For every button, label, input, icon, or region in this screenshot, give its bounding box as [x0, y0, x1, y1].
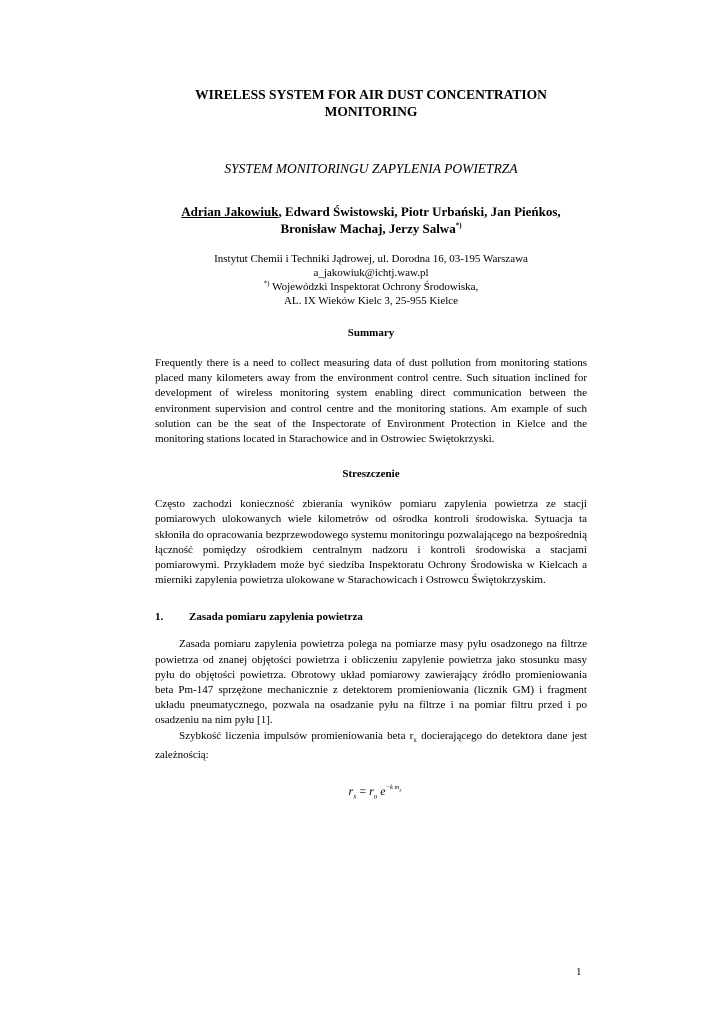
- count-rate-formula: [163, 783, 587, 804]
- section-1-heading: [155, 610, 587, 624]
- authors-line-1: , Edward Świstowski, Piotr Urbański, Jan Pieńkos,: [278, 204, 561, 219]
- formula-exp-text: −k m: [385, 784, 400, 792]
- paper-page: [155, 86, 587, 805]
- para-2-text-b: docierającego do detektora dane jest zależnością:: [155, 729, 587, 762]
- section-1-number: 1.: [155, 611, 164, 624]
- formula-lhs: r: [348, 784, 354, 799]
- formula-exponent: [385, 784, 402, 794]
- para-2-subscript: x: [413, 735, 417, 744]
- affiliations: [155, 252, 587, 308]
- author-footnote-mark: *): [455, 221, 462, 230]
- paper-subtitle: SYSTEM MONITORINGU ZAPYLENIA POWIETRZA: [224, 161, 518, 176]
- summary-heading: Summary: [347, 327, 395, 339]
- title-line-1: WIRELESS SYSTEM FOR AIR DUST CONCENTRATION: [195, 87, 547, 102]
- formula-r0: r: [369, 784, 374, 799]
- affiliation-line-4: AL. IX Wieków Kielc 3, 25-955 Kielce: [283, 295, 459, 307]
- section-1-paragraph-1: Zasada pomiaru zapylenia powietrza polega na pomiarze masy pyłu osadzonego na filtrze powietrza od znanej objętości powietrza i obliczeniu zapylenie powietrza jako stosunku masy pyłu do objętości powietrza. Obrotowy układ pomiarowy zawierający źródło promieniowania beta Pm-147 sprzężone mechanicznie z detektorem promieniowania (licznik GM) i fragment układu pneumatycznego, pozwala na osadzanie pyłu na filtrze i na pomiar filtru przed i po osadzeniu na nim pyłu [1].: [155, 638, 587, 727]
- affiliation-line-3: Wojewódzki Inspektorat Ochrony Środowiska,: [269, 281, 479, 293]
- para-2-text-a: Szybkość liczenia impulsów promieniowania beta r: [179, 729, 414, 742]
- affiliation-footnote-mark: *): [263, 279, 270, 288]
- formula-e: e: [377, 784, 386, 799]
- authors-line-2: Bronisław Machaj, Jerzy Salwa: [280, 221, 456, 236]
- paper-title: [155, 86, 587, 120]
- formula-lhs-sub: x: [353, 792, 357, 801]
- formula-equals: =: [356, 784, 370, 799]
- author-email: a_jakowiuk@ichtj.waw.pl: [313, 267, 429, 279]
- page-number: 1: [576, 966, 582, 978]
- author-list: [155, 203, 587, 237]
- lead-author: Adrian Jakowiuk: [181, 204, 279, 219]
- formula-r0-sub: o: [373, 792, 378, 801]
- section-1-paragraph-2: [155, 729, 587, 764]
- summary-text: Frequently there is a need to collect measuring data of dust pollution from monitoring stations placed many kilometers away from the environment control centre. Such situation inclined for development of wireless monitoring system enabling direct communication between the environment supervision and control centre and the monitoring stations. Am example of such solution can be the seat of the Inspectorate of Environment Protection in Kielce and the monitoring stations located in Starachowice and in Ostrowiec Swiętokrzyski.: [155, 357, 587, 446]
- affiliation-line-1: Instytut Chemii i Techniki Jądrowej, ul. Dorodna 16, 03-195 Warszawa: [214, 253, 528, 265]
- streszczenie-text: Często zachodzi konieczność zbierania wyników pomiaru zapylenia powietrza ze stacji pomiarowych ulokowanych wiele kilometrów od ośrodka kontroli środowiska. Sytuacja ta skłoniła do opracowania bezprzewodowego systemu monitoringu pozwalającego na bezpośrednią łączność pomiędzy ośrodkiem centralnym nadzoru i kontroli środowiska a stacjami pomiarowymi. Przykładem może być siedziba Inspektoratu Ochrony Środowiska w Kielcach a mierniki zapylenia powietrza ulokowane w Starachowicach i Ostrowcu Świętokrzyskim.: [155, 498, 587, 587]
- streszczenie-heading: Streszczenie: [342, 468, 400, 481]
- section-1-title: Zasada pomiaru zapylenia powietrza: [189, 611, 363, 624]
- formula-exp-sub: x: [399, 788, 402, 794]
- title-line-2: MONITORING: [324, 104, 418, 119]
